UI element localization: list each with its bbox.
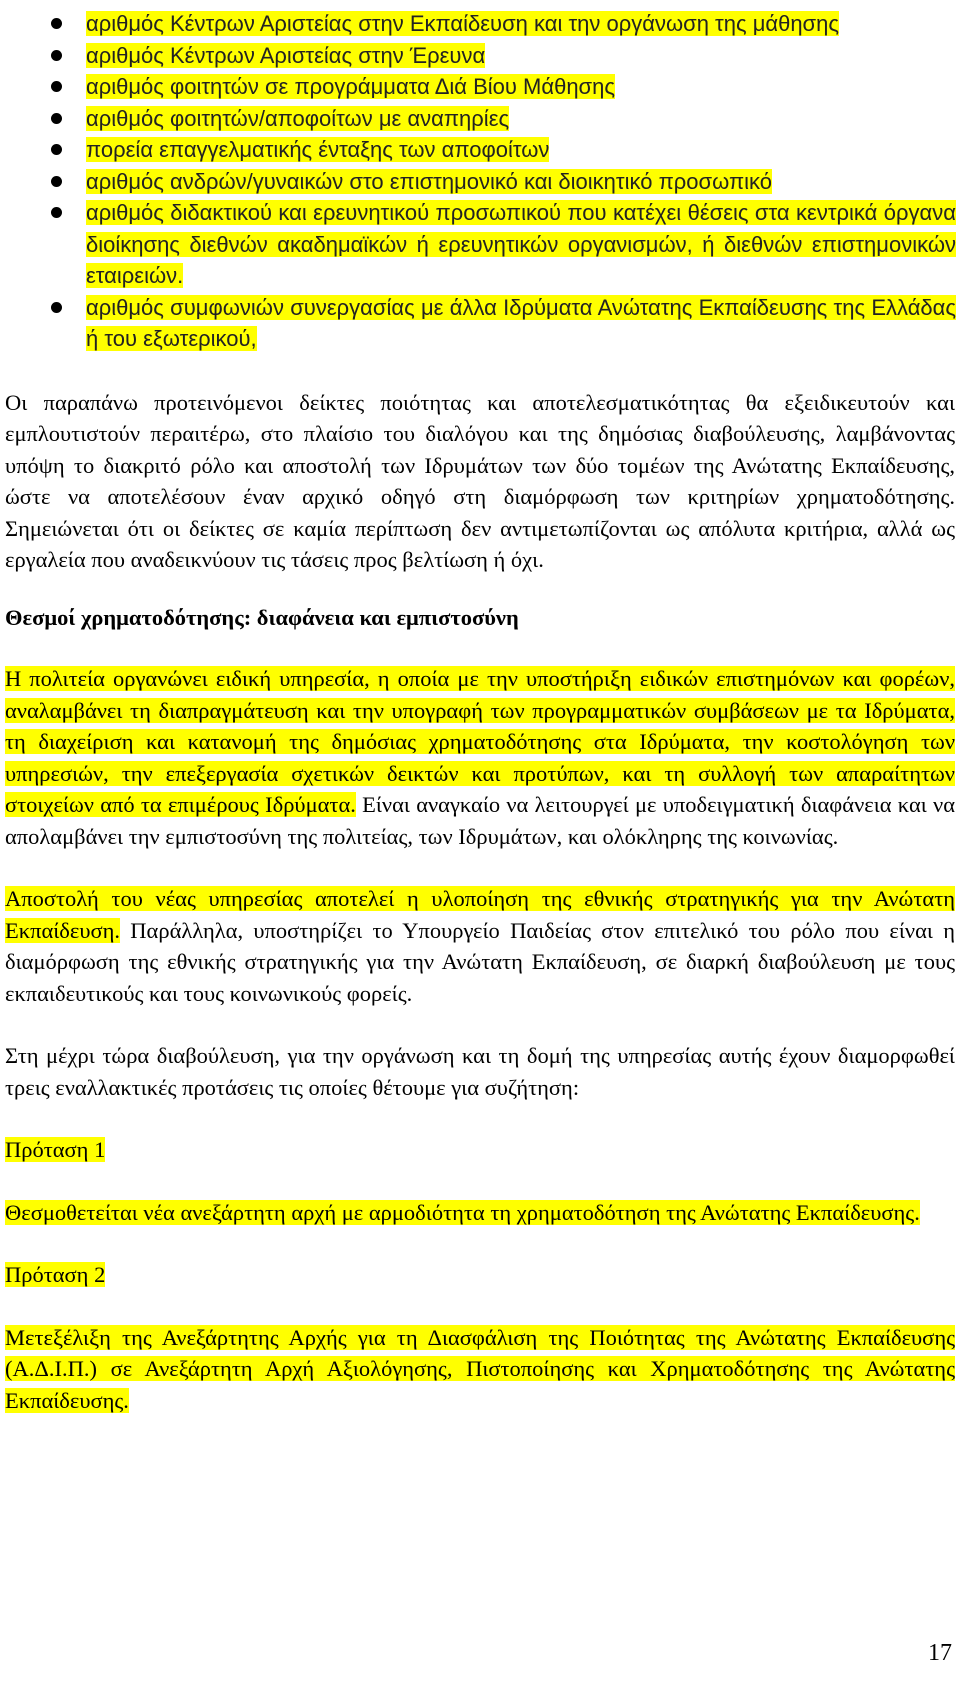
bullet-icon bbox=[51, 113, 62, 124]
agency-highlighted-text: Η πολιτεία οργανώνει ειδική υπηρεσία, η οποία με την υποστήριξη ειδικών επιστημόνων και φορέων, αναλαμβάνει τη διαπραγμάτευση και την υπογραφή των προγραμματικών συμβάσεων με τα Ιδρύματα, τη διαχείριση και κατανομή της δημόσιας χρηματοδότησης στα Ιδρύματα, την κοστολόγηση των υπηρεσιών, την επεξεργασία σχετικών δεικτών και προτύπων, και τη συλλογή των απαραίτητων στοιχείων από τα επιμέρους Ιδρύματα. bbox=[5, 666, 955, 817]
indicators-paragraph: Οι παραπάνω προτεινόμενοι δείκτες ποιότητας και αποτελεσματικότητας θα εξειδικευτούν και εμπλουτιστούν περαιτέρω, στο πλαίσιο του διαλόγου και της δημόσιας διαβούλευσης, λαμβάνοντας υπόψη το διακριτό ρόλο και αποστολή των Ιδρυμάτων των δύο τομέων της Ανώτατης Εκπαίδευσης, ώστε να αποτελέσουν έναν αρχικό οδηγό στη διαμόρφωση των κριτηρίων χρηματοδότησης. Σημειώνεται ότι οι δείκτες σε καμία περίπτωση δεν αντιμετωπίζονται ως απόλυτα κριτήρια, αλλά ως εργαλεία που αναδεικνύουν τις τάσεις προς βελτίωση ή όχι. bbox=[5, 389, 955, 572]
bullet-icon bbox=[51, 302, 62, 313]
list-item-text: αριθμός Κέντρων Αριστείας στην Έρευνα bbox=[86, 42, 486, 68]
list-item bbox=[5, 134, 956, 166]
list-item bbox=[5, 8, 956, 40]
list-item-text: αριθμός φοιτητών σε προγράμματα Διά Βίου Μάθησης bbox=[86, 74, 615, 99]
bullet-icon bbox=[51, 50, 62, 61]
consultation-paragraph: Στη μέχρι τώρα διαβούλευση, για την οργάνωση και τη δομή της υπηρεσίας αυτής έχουν διαμορφωθεί τρεις εναλλακτικές προτάσεις τις οποίες θέτουμε για συζήτηση: bbox=[5, 1043, 955, 1100]
proposal-1-title bbox=[5, 1134, 955, 1166]
mission-highlighted-text: Αποστολή του νέας υπηρεσίας αποτελεί η υλοποίηση της εθνικής στρατηγικής για την Ανώτατη Εκπαίδευση. bbox=[5, 886, 955, 943]
list-item bbox=[5, 71, 956, 103]
bullet-icon bbox=[51, 81, 62, 92]
list-item bbox=[5, 292, 956, 355]
list-item bbox=[5, 197, 956, 292]
list-item-text: αριθμός διδακτικού και ερευνητικού προσωπικού που κατέχει θέσεις στα κεντρικά όργανα διοίκησης διεθνών ακαδημαϊκών ή ερευνητικών οργανισμών, ή διεθνών επιστημονικών εταιρειών. bbox=[86, 200, 956, 288]
agency-plain-text: Είναι αναγκαίο να λειτουργεί με υποδειγματική διαφάνεια και να απολαμβάνει την εμπιστοσύνη της πολιτείας, των Ιδρυμάτων, και ολόκληρης της κοινωνίας. bbox=[5, 792, 956, 849]
proposal-title-text: Πρόταση 1 bbox=[5, 1137, 106, 1162]
proposal-body-text: Θεσμοθετείται νέα ανεξάρτητη αρχή με αρμοδιότητα τη χρηματοδότηση της Ανώτατης Εκπαίδευσης. bbox=[5, 1199, 920, 1225]
list-item-text: αριθμός Κέντρων Αριστείας στην Εκπαίδευση και την οργάνωση της μάθησης bbox=[86, 11, 839, 36]
list-item bbox=[5, 40, 956, 72]
list-item-text: αριθμός συμφωνιών συνεργασίας με άλλα Ιδρύματα Ανώτατης Εκπαίδευσης της Ελλάδας ή του εξωτερικού, bbox=[86, 294, 956, 351]
list-item bbox=[5, 103, 956, 135]
list-item-text: αριθμός φοιτητών/αποφοίτων με αναπηρίες bbox=[86, 105, 510, 131]
indicator-list bbox=[5, 8, 955, 355]
proposal-2-text bbox=[5, 1322, 955, 1417]
section-heading: Θεσμοί χρηματοδότησης: διαφάνεια και εμπιστοσύνη bbox=[5, 604, 519, 630]
page-number: 17 bbox=[928, 1640, 952, 1666]
document-page bbox=[5, 8, 955, 1416]
list-item-text: αριθμός ανδρών/γυναικών στο επιστημονικό και διοικητικό προσωπικό bbox=[86, 168, 772, 194]
mission-paragraph bbox=[5, 883, 955, 1009]
proposal-2-title bbox=[5, 1259, 955, 1291]
bullet-icon bbox=[51, 176, 62, 187]
bullet-icon bbox=[51, 207, 62, 218]
mission-plain-text: Παράλληλα, υποστηρίζει το Υπουργείο Παιδείας στον επιτελικό του ρόλο που είναι η διαμόρφωση της εθνικής στρατηγικής για την Ανώτατη Εκπαίδευση, σε διαρκή διαβούλευση με τους εκπαιδευτικούς και τους κοινωνικούς φορείς. bbox=[5, 917, 955, 1006]
list-item-text: πορεία επαγγελματικής ένταξης των αποφοίτων bbox=[86, 137, 550, 162]
bullet-icon bbox=[51, 144, 62, 155]
list-item bbox=[5, 166, 956, 198]
proposal-1-text bbox=[5, 1197, 955, 1229]
bullet-icon bbox=[51, 18, 62, 29]
agency-paragraph bbox=[5, 663, 955, 852]
proposal-title-text: Πρόταση 2 bbox=[5, 1262, 106, 1287]
proposal-body-text: Μετεξέλιξη της Ανεξάρτητης Αρχής για τη Διασφάλιση της Ποιότητας της Ανώτατης Εκπαίδευσης (Α.Δ.Ι.Π.) σε Ανεξάρτητη Αρχή Αξιολόγησης, Πιστοποίησης και Χρηματοδότησης της Ανώτατης Εκπαίδευσης. bbox=[5, 1324, 955, 1413]
